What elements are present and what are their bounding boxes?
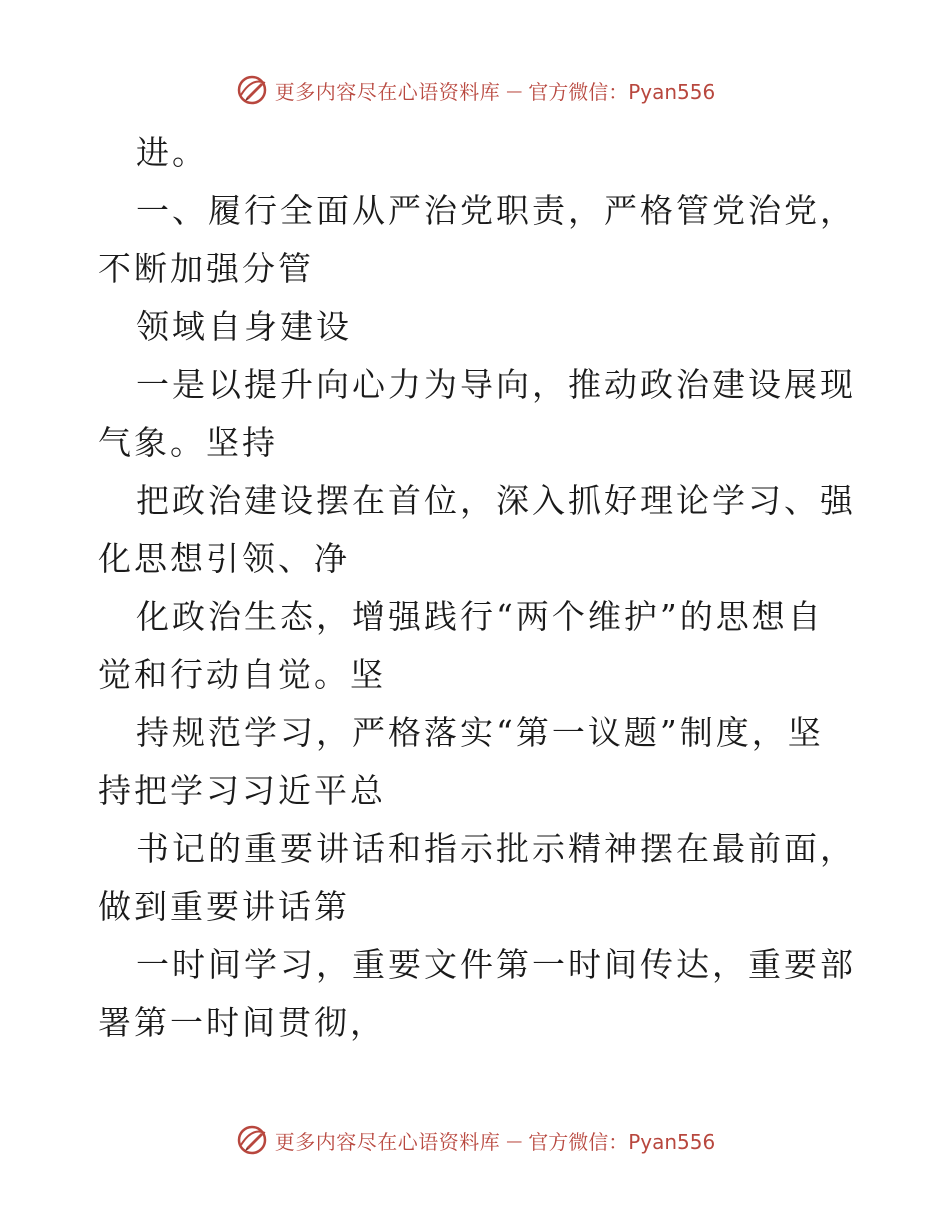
watermark-wechat-text: 官方微信：Pyan556: [528, 79, 716, 104]
body-line: 领域自身建设: [136, 307, 352, 346]
pen-circle-logo-icon: [235, 1123, 269, 1157]
watermark-wechat-text: 官方微信：Pyan556: [528, 1129, 716, 1154]
document-body: [98, 124, 858, 1052]
watermark-separator: —: [506, 80, 523, 100]
body-line: 一是以提升向心力为导向，推动政治建设展现气象。坚持: [98, 365, 856, 462]
body-line: 一、履行全面从严治党职责，严格管党治党，不断加强分管: [98, 191, 856, 288]
header-watermark: [0, 70, 950, 110]
watermark-brand-text: 更多内容尽在心语资料库: [274, 79, 501, 104]
pen-circle-logo-icon: [235, 73, 269, 107]
body-line: 一时间学习，重要文件第一时间传达，重要部署第一时间贯彻，: [98, 945, 856, 1042]
watermark-separator: —: [506, 1130, 523, 1150]
watermark-brand-text: 更多内容尽在心语资料库: [274, 1129, 501, 1154]
body-line: 持规范学习，严格落实“第一议题”制度，坚持把学习习近平总: [98, 713, 824, 810]
footer-watermark: [0, 1120, 950, 1160]
body-line: 把政治建设摆在首位，深入抓好理论学习、强化思想引领、净: [98, 481, 856, 578]
body-line: 进。: [136, 133, 208, 172]
body-line: 书记的重要讲话和指示批示精神摆在最前面，做到重要讲话第: [98, 829, 856, 926]
body-line: 化政治生态，增强践行“两个维护”的思想自觉和行动自觉。坚: [98, 597, 824, 694]
